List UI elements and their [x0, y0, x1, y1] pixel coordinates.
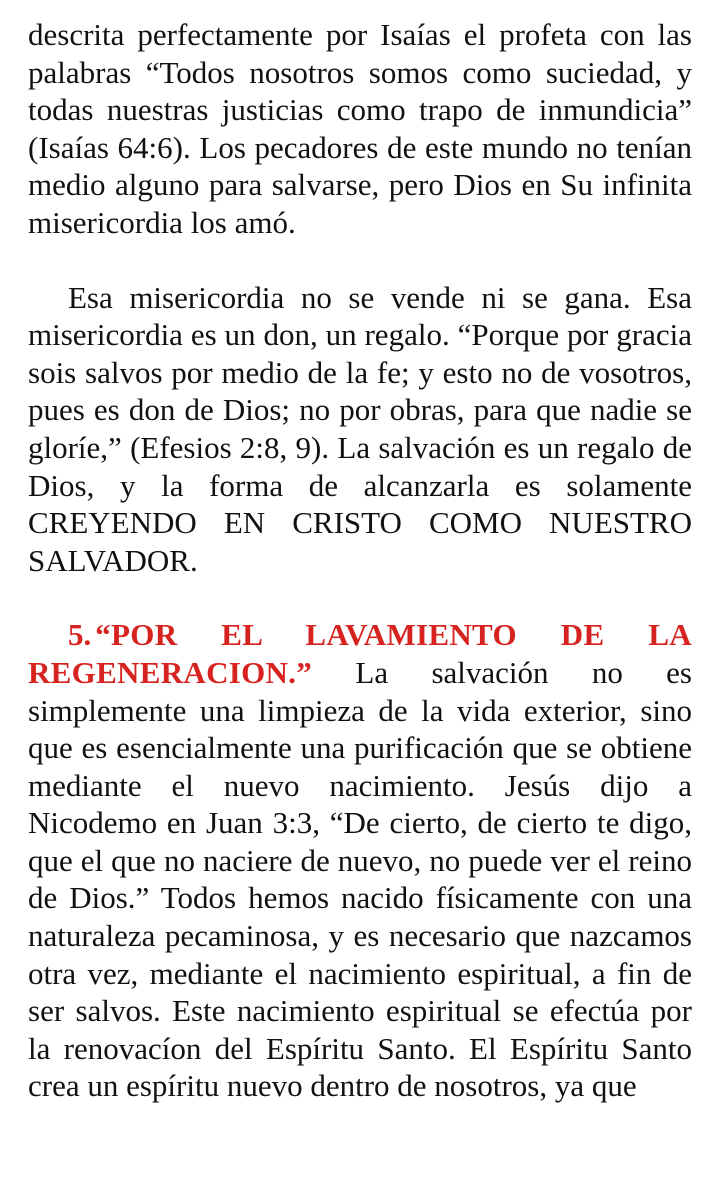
section-heading: “POR EL LAVAMIENTO DE LA REGENERACION.” [28, 617, 692, 690]
document-page [28, 16, 692, 1105]
paragraph-section-5 [28, 616, 692, 1105]
section-body: La salvación no es simplemente una limpieza de la vida exterior, sino que es esencialmente una purificación que se obtiene mediante el nuevo nacimiento. Jesús dijo a Nicodemo en Juan 3:3, “De cierto, de cierto te digo, que el que no naciere de nuevo, no puede ver el reino de Dios.” Todos hemos nacido físicamente con una naturaleza pecaminosa, y es necesario que nazcamos otra vez, mediante el nacimiento espiritual, a fin de ser salvos. Este nacimiento espiritual se efectúa por la renovacíon del Espíritu Santo. El Espíritu Santo crea un espíritu nuevo dentro de nosotros, ya que [28, 654, 692, 1104]
paragraph-continuation: descrita perfectamente por Isaías el profeta con las palabras “Todos nosotros somos como suciedad, y todas nuestras justicias como trapo de inmundicia” (Isaías 64:6). Los pecadores de este mundo no tenían medio alguno para salvarse, pero Dios en Su infinita misericordia los amó. [28, 17, 692, 240]
section-number: 5. [68, 617, 92, 653]
paragraph-mercy: Esa misericordia no se vende ni se gana. Esa misericordia es un don, un regalo. “Porque por gracia sois salvos por medio de la fe; y esto no de vosotros, pues es don de Dios; no por obras, para que nadie se gloríe,” (Efesios 2:8, 9). La salvación es un regalo de Dios, y la forma de alcanzarla es solamente CREYENDO EN CRISTO COMO NUESTRO SALVADOR. [28, 279, 692, 578]
